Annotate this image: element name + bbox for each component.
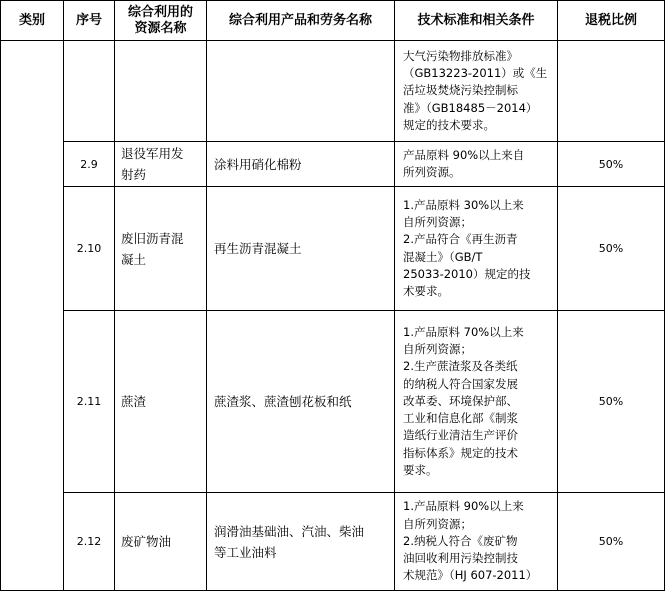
standard-line: 术要求。 (403, 283, 449, 298)
table-row (1, 41, 665, 142)
standard-line: 所列资源。 (403, 165, 461, 179)
standard-line: （GB13223-2011）或《生 (403, 66, 548, 81)
product-line: 涂料用硝化棉粉 (214, 156, 302, 172)
resource-line: 蔗渣 (121, 394, 147, 409)
standard-line: 自所列资源； (403, 215, 472, 230)
ratio-cell: 50% (558, 142, 665, 187)
product-line: 再生沥青混凝土 (214, 241, 302, 256)
product-cell (207, 493, 395, 591)
resource-line: 射药 (121, 167, 147, 182)
standard-line: 2.产品符合《再生沥青 (403, 232, 518, 247)
resource-line: 废矿物油 (121, 534, 172, 549)
header-resource-name-line: 资源名称 (134, 20, 187, 36)
header-row (1, 1, 665, 41)
resource-cell (115, 142, 207, 187)
header-standard: 技术标准和相关条件 (395, 1, 558, 41)
resource-line: 凝土 (121, 251, 147, 267)
standard-line: 活垃圾焚烧污染控制标 (403, 83, 518, 98)
header-product-name: 综合利用产品和劳务名称 (207, 1, 395, 41)
standard-line: 造纸行业清洁生产评价 (403, 428, 518, 443)
standard-line: 产品原料 90%以上来自 (403, 147, 525, 162)
product-cell (207, 41, 395, 142)
ratio-cell: 50% (558, 187, 665, 311)
ratio-cell (558, 41, 665, 142)
standard-line: 25033-2010）规定的技 (403, 266, 531, 281)
resource-line: 废旧沥青混 (121, 230, 184, 246)
seq-cell: 2.11 (64, 311, 115, 493)
header-seq: 序号 (64, 1, 115, 41)
product-cell (207, 142, 395, 187)
seq-cell: 2.12 (64, 493, 115, 591)
standard-line: 自所列资源； (403, 516, 472, 531)
standard-cell (395, 142, 558, 187)
standard-line: 术规范》（HJ 607-2011） (403, 568, 538, 583)
resource-line: 退役军用发 (121, 146, 184, 161)
product-line: 等工业油料 (214, 544, 277, 560)
seq-cell: 2.10 (64, 187, 115, 311)
product-line: 蔗渣浆、蔗渣刨花板和纸 (214, 394, 352, 409)
header-resource-name-line: 综合利用的 (127, 4, 193, 20)
standard-line: 要求。 (403, 462, 438, 477)
ratio-cell: 50% (558, 493, 665, 591)
seq-cell: 2.9 (64, 142, 115, 187)
product-line: 润滑油基础油、汽油、柴油 (214, 523, 365, 539)
table-row (1, 187, 665, 311)
standard-cell (395, 41, 558, 142)
standard-line: 的纳税人符合国家发展 (403, 376, 518, 391)
standard-line: 准》（GB18485－2014） (403, 100, 538, 115)
standard-line: 1.产品原料 70%以上来 (403, 325, 524, 340)
standard-cell (395, 493, 558, 591)
header-resource-name (115, 1, 207, 41)
standard-line: 1.产品原料 30%以上来 (403, 197, 524, 212)
standard-line: 油回收利用污染控制技 (403, 551, 518, 566)
standard-line: 大气污染物排放标准》 (403, 48, 518, 63)
resource-cell (115, 41, 207, 142)
product-cell (207, 187, 395, 311)
standard-line: 2.生产蔗渣浆及各类纸 (403, 359, 518, 374)
standard-line: 混凝土》（GB/T (403, 249, 483, 264)
standard-line: 指标体系》规定的技术 (403, 445, 518, 460)
standard-line: 改革委、环境保护部、 (403, 393, 518, 408)
resource-cell (115, 493, 207, 591)
product-cell (207, 311, 395, 493)
header-category: 类别 (1, 1, 64, 41)
table-row (1, 493, 665, 591)
header-ratio: 退税比例 (558, 1, 665, 41)
standard-line: 2.纳税人符合《废矿物 (403, 533, 518, 548)
standard-line: 1.产品原料 90%以上来 (403, 499, 524, 514)
standard-cell (395, 187, 558, 311)
standard-line: 规定的技术要求。 (403, 117, 495, 132)
category-cell (1, 41, 64, 591)
seq-cell (64, 41, 115, 142)
resource-cell (115, 187, 207, 311)
ratio-cell: 50% (558, 311, 665, 493)
table-row (1, 311, 665, 493)
standard-line: 工业和信息化部《制浆 (403, 411, 518, 426)
standard-cell (395, 311, 558, 493)
resource-cell (115, 311, 207, 493)
standard-line: 自所列资源； (403, 342, 472, 357)
table-row (1, 142, 665, 187)
